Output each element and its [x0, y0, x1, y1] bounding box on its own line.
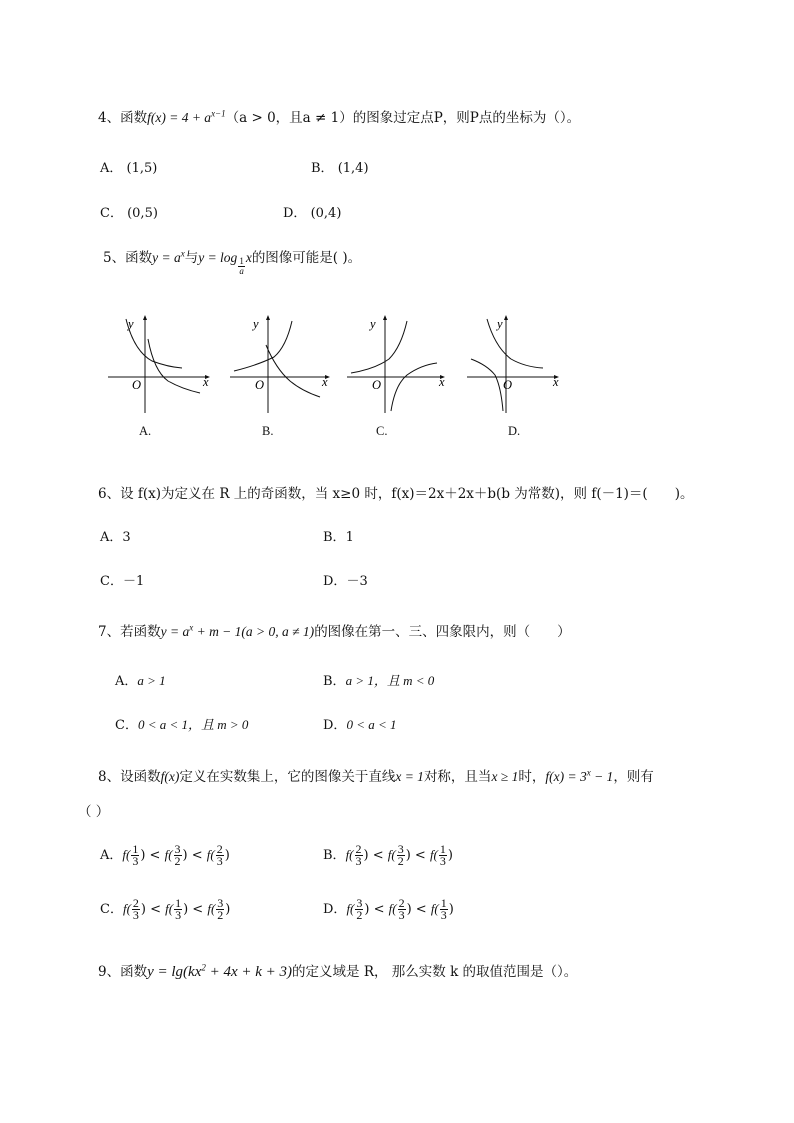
fraction-denominator: 2	[397, 854, 404, 868]
q8-close-paren: ) <	[182, 848, 207, 863]
q5-graph-c-label: C.	[376, 424, 388, 438]
q7-func-exp: x	[189, 622, 194, 633]
y-label: y	[370, 317, 376, 331]
log-curve	[391, 363, 437, 411]
fraction-denominator: 3	[132, 908, 139, 922]
fraction-numerator: 3	[217, 896, 224, 910]
fraction-denominator: 2	[356, 908, 363, 922]
q8-close-paren: )	[224, 848, 230, 863]
q5-func2-tail: x	[245, 250, 252, 265]
origin-label: O	[255, 378, 265, 392]
q8-mid1: 定义在实数集上，它的图像关于直线	[179, 769, 396, 785]
q4-option-b[interactable]	[311, 157, 369, 176]
q8-option-c[interactable]	[100, 898, 230, 921]
q8-f-label: f(	[346, 901, 355, 916]
q4-option-c-text: (0,5)	[127, 206, 158, 221]
q8-func: f(x)	[160, 769, 180, 784]
origin-label: O	[372, 378, 382, 392]
q4-option-a-text: (1,5)	[126, 161, 158, 176]
q5-graph-b-svg	[228, 313, 340, 415]
q4-option-c[interactable]	[100, 202, 158, 221]
q8-f-label: f(	[122, 901, 131, 916]
q8-rule-exp: x	[586, 767, 591, 778]
q5-graph-a-svg	[106, 313, 218, 415]
q8-end: ，则有	[613, 769, 654, 785]
q4-option-a[interactable]	[100, 157, 157, 176]
q5-log-base-den: a	[239, 266, 244, 276]
y-label: y	[253, 317, 259, 331]
fraction-denominator: 3	[439, 854, 446, 868]
q8-option-letter: A．	[100, 848, 123, 863]
q8-f-label: f(	[388, 901, 397, 916]
q8-prefix: 8、设函数	[98, 769, 161, 785]
q5-graph-b[interactable]	[228, 313, 340, 415]
q8-f-label: f(	[429, 847, 438, 862]
fraction-denominator: 3	[440, 908, 447, 922]
q7-option-d[interactable]	[323, 714, 396, 733]
y-axis-arrow	[266, 315, 270, 320]
q7-option-a[interactable]	[115, 670, 166, 689]
q8-stem	[98, 765, 654, 785]
q8-stem-line2: （ ）	[78, 804, 110, 820]
q6-option-d-text: －3	[346, 574, 368, 589]
q8-option-a[interactable]	[100, 844, 230, 867]
q6-option-d[interactable]	[323, 570, 368, 589]
q8-f-label: f(	[206, 847, 215, 862]
q4-option-d-text: (0,4)	[310, 206, 342, 221]
fraction-denominator: 2	[174, 854, 181, 868]
q5-graph-a[interactable]	[106, 313, 218, 415]
x-label: x	[553, 375, 559, 389]
q4-func: f(x) = 4 + a	[147, 110, 212, 125]
q9-prefix: 9、函数	[98, 964, 148, 980]
q7-option-b[interactable]	[323, 670, 434, 689]
q8-fraction	[174, 898, 182, 921]
q5-graph-c[interactable]	[345, 313, 457, 415]
q6-option-a-text: 3	[122, 530, 131, 545]
q6-option-b-letter: B．	[323, 530, 346, 545]
q5-graph-c-svg	[345, 313, 457, 415]
q9-stem	[98, 960, 577, 981]
q8-fraction	[216, 844, 224, 867]
q4-option-d[interactable]	[283, 202, 341, 221]
fraction-numerator: 2	[398, 896, 405, 910]
q4-option-b-text: (1,4)	[337, 161, 369, 176]
q5-mid: 与	[184, 250, 199, 266]
q5-graph-b-label: B.	[262, 424, 274, 438]
q4-suffix: 的图象过定点P，则P点的坐标为（）。	[352, 110, 581, 126]
q7-stem	[98, 620, 571, 640]
y-axis-arrow	[504, 315, 508, 320]
q8-fraction	[355, 844, 363, 867]
q6-option-c-letter: C．	[100, 574, 123, 589]
q9-suffix: 的定义域是 R， 那么实数 k 的取值范围是（）。	[292, 964, 578, 980]
exp-curve	[351, 321, 407, 373]
q8-fraction	[174, 844, 182, 867]
q8-fraction	[355, 898, 363, 921]
q6-option-c-text: －1	[122, 574, 145, 589]
q8-close-paren: ) <	[405, 848, 430, 863]
q4-stem	[98, 106, 580, 126]
q8-cond: x ≥ 1	[491, 769, 519, 784]
q8-close-paren: )	[447, 848, 453, 863]
y-axis-arrow	[143, 315, 147, 320]
q7-prefix: 7、若函数	[98, 624, 161, 640]
q6-stem: 6、设 f(x)为定义在 R 上的奇函数，当 x≥0 时，f(x)＝2x＋2x＋b(b 为常数)，则 f(－1)＝( )。	[98, 486, 694, 502]
fraction-denominator: 3	[355, 854, 362, 868]
q8-fraction	[397, 844, 405, 867]
q8-close-paren: ) <	[363, 848, 388, 863]
exp-curve	[487, 319, 543, 368]
q7-func: y = a	[160, 624, 190, 639]
y-axis-arrow	[383, 315, 387, 320]
q5-log-base-num: 1	[239, 256, 244, 266]
q8-option-letter: D．	[323, 902, 347, 917]
x-label: x	[322, 375, 328, 389]
q6-option-b[interactable]	[323, 526, 354, 545]
q8-close-paren: ) <	[140, 848, 165, 863]
q4-prefix: 4、函数	[98, 110, 148, 126]
x-label: x	[203, 375, 209, 389]
q5-log-base	[238, 257, 245, 276]
q7-option-c-text: 0 < a < 1，且 m > 0	[137, 717, 249, 732]
q6-option-a-letter: A．	[100, 530, 123, 545]
q9-func-tail: + 4x + k + 3)	[205, 964, 293, 980]
q8-option-b[interactable]	[323, 844, 453, 867]
y-label: y	[128, 317, 134, 331]
q7-option-a-letter: A．	[115, 674, 138, 689]
origin-label: O	[132, 378, 142, 392]
q8-fraction	[398, 898, 406, 921]
q8-f-label: f(	[165, 901, 174, 916]
q4-option-a-letter: A．	[100, 161, 123, 176]
q5-graph-d-label: D.	[508, 424, 521, 438]
q8-mid3: 时，	[518, 769, 546, 785]
fraction-numerator: 1	[440, 896, 447, 910]
q7-option-b-letter: B．	[323, 674, 346, 689]
y-label: y	[497, 317, 503, 331]
q7-option-c-letter: C．	[115, 718, 138, 733]
q8-close-paren: )	[225, 902, 231, 917]
fraction-numerator: 1	[175, 896, 182, 910]
fraction-denominator: 3	[216, 854, 223, 868]
fraction-numerator: 3	[174, 842, 181, 856]
q5-func1-exp: x	[180, 248, 185, 259]
q6-option-a[interactable]	[100, 526, 131, 545]
q7-option-b-text: a > 1，且 m < 0	[345, 673, 435, 688]
log-curve	[471, 359, 503, 411]
q8-rule-tail: − 1	[590, 769, 614, 784]
log-curve	[148, 339, 200, 393]
q8-fraction	[439, 844, 447, 867]
q8-fraction	[440, 898, 448, 921]
q4-cond: （a > 0，且a ≠ 1）	[225, 110, 353, 126]
q4-option-c-letter: C．	[100, 206, 123, 221]
fraction-denominator: 3	[175, 908, 182, 922]
fraction-numerator: 3	[397, 842, 404, 856]
fraction-numerator: 2	[216, 842, 223, 856]
q8-f-label: f(	[345, 847, 354, 862]
q4-option-d-letter: D．	[283, 206, 307, 221]
q8-close-paren: ) <	[406, 902, 431, 917]
q8-fraction	[132, 898, 140, 921]
q8-close-paren: ) <	[364, 902, 389, 917]
origin-label: O	[503, 378, 513, 392]
fraction-numerator: 3	[356, 896, 363, 910]
q8-option-letter: C．	[100, 902, 123, 917]
q5-func2: y = log	[198, 250, 238, 265]
q7-option-a-text: a > 1	[137, 673, 166, 688]
fraction-denominator: 3	[132, 854, 139, 868]
q7-option-d-letter: D．	[323, 718, 347, 733]
q7-suffix: 的图像在第一、三、四象限内，则（ ）	[314, 624, 571, 640]
q8-f-label: f(	[387, 847, 396, 862]
fraction-denominator: 3	[398, 908, 405, 922]
q6-option-c[interactable]	[100, 570, 144, 589]
q5-stem	[103, 246, 361, 276]
fraction-numerator: 2	[355, 842, 362, 856]
q5-func1: y = a	[152, 250, 181, 265]
fraction-numerator: 2	[132, 896, 139, 910]
log-curve	[266, 345, 320, 397]
q5-graph-a-label: A.	[139, 424, 152, 438]
q8-option-d[interactable]	[323, 898, 454, 921]
q8-close-paren: ) <	[140, 902, 166, 917]
q8-close-paren: )	[448, 902, 454, 917]
q8-close-paren: ) <	[183, 902, 208, 917]
q8-f-label: f(	[207, 901, 216, 916]
q6-option-d-letter: D．	[323, 574, 347, 589]
fraction-numerator: 1	[132, 842, 139, 856]
q8-line: x = 1	[395, 769, 424, 784]
q5-suffix: 的图像可能是( )。	[251, 250, 362, 266]
q8-fraction	[131, 844, 139, 867]
q5-graph-d[interactable]	[465, 313, 577, 415]
q8-rule: f(x) = 3	[545, 769, 587, 784]
fraction-numerator: 1	[439, 842, 446, 856]
q8-f-label: f(	[122, 847, 131, 862]
q5-prefix: 5、函数	[103, 250, 153, 266]
x-label: x	[439, 375, 445, 389]
q8-option-letter: B．	[323, 848, 346, 863]
q8-fraction	[216, 898, 224, 921]
fraction-denominator: 2	[217, 908, 224, 922]
q8-mid2: 对称，且当	[423, 769, 492, 785]
q4-func-exp: x−1	[211, 108, 226, 119]
q9-func: y = lg(kx	[147, 964, 202, 980]
exp-curve	[234, 321, 292, 371]
q9-func-exp: 2	[201, 962, 206, 973]
q4-option-b-letter: B．	[311, 161, 334, 176]
q8-f-label: f(	[430, 901, 439, 916]
q7-func-tail: + m − 1(a > 0, a ≠ 1)	[193, 624, 315, 639]
q5-graph-d-svg	[465, 313, 577, 415]
q6-option-b-text: 1	[345, 530, 354, 545]
q7-option-c[interactable]	[115, 714, 248, 733]
q7-option-d-text: 0 < a < 1	[346, 717, 397, 732]
q8-f-label: f(	[164, 847, 173, 862]
